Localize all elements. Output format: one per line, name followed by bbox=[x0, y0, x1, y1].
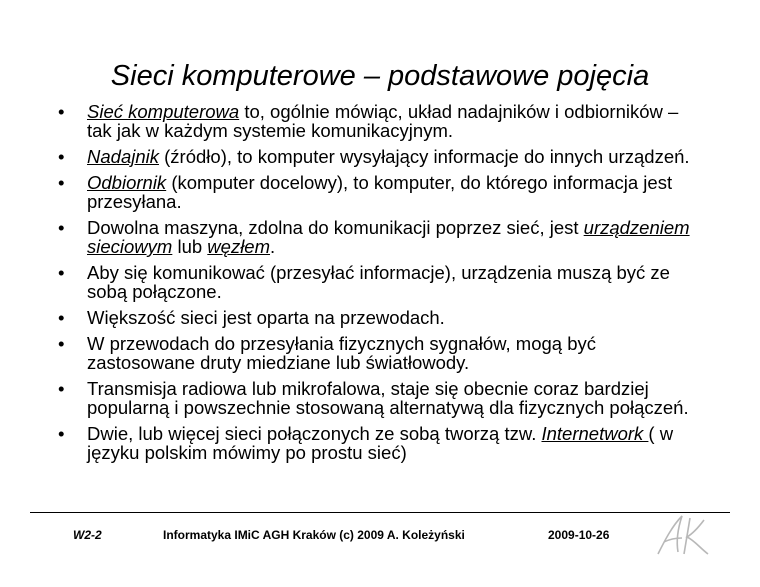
bullet-text: to, ogólnie mówiąc, układ nadajników i odbiorników – tak jak w każdym systemie komunikacyjnym. bbox=[87, 101, 679, 141]
bullet-item bbox=[55, 308, 705, 327]
term-odbiornik: Odbiornik bbox=[87, 172, 167, 193]
logo-stroke-a bbox=[658, 516, 682, 554]
bullet-text: Dowolna maszyna, zdolna do komunikacji poprzez sieć, jest bbox=[87, 217, 584, 238]
bullet-item bbox=[55, 379, 705, 417]
bullet-item bbox=[55, 334, 705, 372]
slide-title: Sieci komputerowe – podstawowe pojęcia bbox=[110, 60, 650, 92]
bullet-item bbox=[55, 173, 705, 211]
term-siec-komputerowa: Sieć komputerowa bbox=[87, 101, 240, 122]
term-internetwork: Internetwork bbox=[541, 423, 649, 444]
bullet-glyph: • bbox=[58, 172, 65, 193]
logo-stroke-k-arm bbox=[687, 520, 708, 554]
term-urzadzenie-sieciowe: urządzeniem sieciowym bbox=[87, 217, 690, 257]
bullet-text: Dwie, lub więcej sieci połączonych ze sobą tworzą tzw. bbox=[87, 423, 542, 444]
term-nadajnik: Nadajnik bbox=[87, 146, 159, 167]
bullet-item bbox=[55, 424, 705, 462]
bullet-text: Aby się komunikować (przesyłać informacje), urządzenia muszą być ze sobą połączone. bbox=[87, 262, 670, 302]
bullet-glyph: • bbox=[58, 333, 65, 354]
bullet-glyph: • bbox=[58, 423, 65, 444]
bullet-glyph: • bbox=[58, 101, 65, 122]
bullet-text: Transmisja radiowa lub mikrofalowa, staje się obecnie coraz bardziej popularną i powszechnie stosowaną alternatywą dla fizycznych połączeń. bbox=[87, 378, 689, 418]
bullet-text: (komputer docelowy), to komputer, do którego informacja jest przesyłana. bbox=[87, 172, 673, 212]
bullet-text: . bbox=[270, 236, 276, 257]
bullet-item bbox=[55, 263, 705, 301]
bullet-text: W przewodach do przesyłania fizycznych sygnałów, mogą być zastosowane druty miedziane lub światłowody. bbox=[87, 333, 596, 373]
term-wezel: węzłem bbox=[207, 236, 271, 257]
footer-course: Informatyka IMiC AGH Kraków (c) 2009 A. Koleżyński bbox=[163, 528, 465, 542]
footer-date: 2009-10-26 bbox=[548, 528, 610, 542]
footer-slide-id: W2-2 bbox=[73, 528, 102, 542]
bullet-glyph: • bbox=[58, 217, 65, 238]
bullet-text: (źródło), to komputer wysyłający informacje do innych urządzeń. bbox=[159, 146, 690, 167]
footer-divider bbox=[30, 512, 730, 513]
bullet-item bbox=[55, 147, 705, 166]
bullet-glyph: • bbox=[58, 307, 65, 328]
bullet-text: lub bbox=[172, 236, 208, 257]
bullet-text: Większość sieci jest oparta na przewodach. bbox=[87, 307, 445, 328]
bullet-item bbox=[55, 102, 705, 140]
bullet-text: ( w języku polskim mówimy po prostu sieć) bbox=[87, 423, 674, 463]
bullet-glyph: • bbox=[58, 262, 65, 283]
bullet-list bbox=[55, 102, 705, 469]
bullet-glyph: • bbox=[58, 146, 65, 167]
bullet-item bbox=[55, 218, 705, 256]
author-monogram-logo bbox=[652, 512, 712, 558]
bullet-glyph: • bbox=[58, 378, 65, 399]
